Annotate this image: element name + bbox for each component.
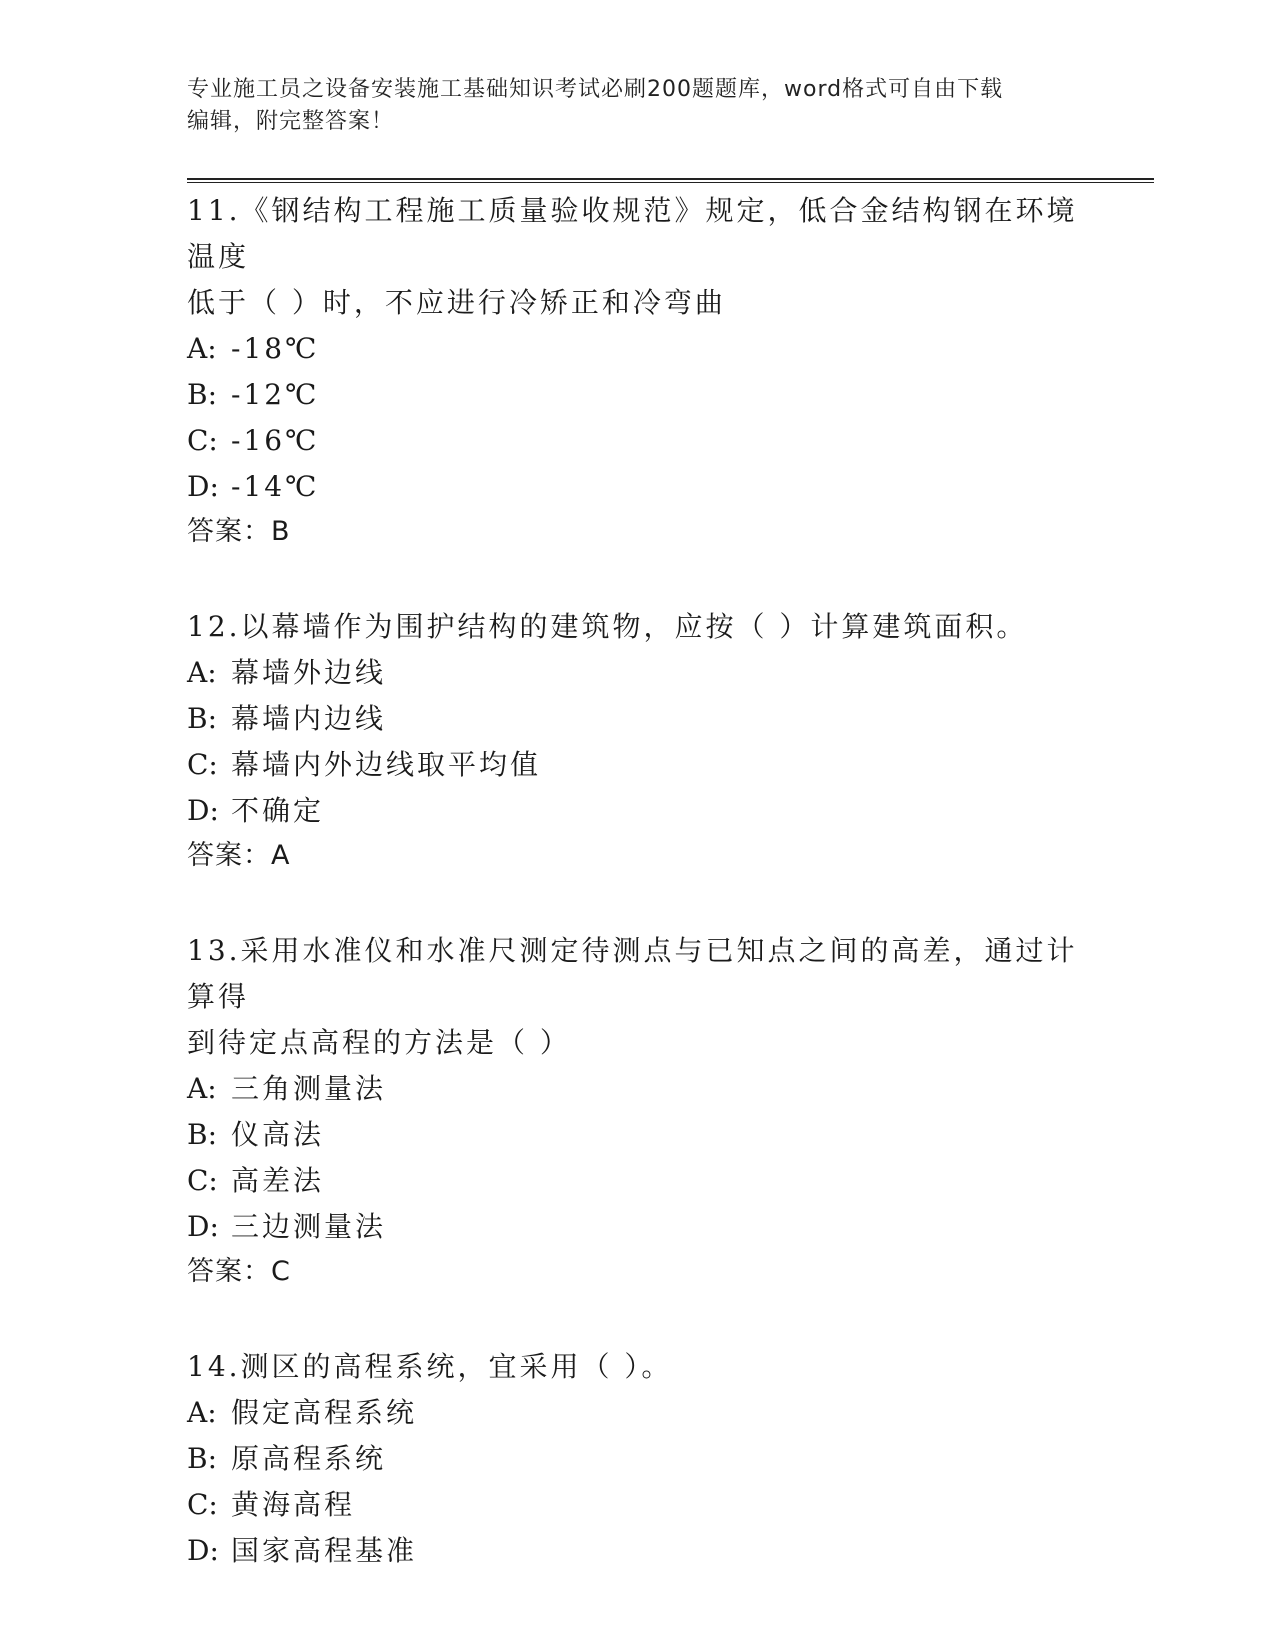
option-text: 仪高法 [231,1118,325,1151]
question-stem [187,604,1087,650]
option-key: D: [187,470,219,503]
option-a [187,1066,1087,1112]
option-text: 幕墙内外边线取平均值 [231,748,542,781]
option-key: B: [187,378,218,411]
option-key: B: [187,1442,218,1475]
option-c [187,742,1087,788]
option-key: A: [187,656,217,689]
option-c [187,1158,1087,1204]
document-header [187,74,1067,138]
option-text: 三角测量法 [231,1072,387,1105]
option-b [187,696,1087,742]
option-key: C: [187,1488,218,1521]
option-text: 三边测量法 [231,1210,387,1243]
question-stem-line-1: 11.《钢结构工程施工质量验收规范》规定，低合金结构钢在环境温度 [187,194,1078,273]
option-key: C: [187,424,218,457]
header-divider-thick [187,178,1154,180]
question-12 [187,604,1087,878]
question-stem-line-2: 低于（ ）时，不应进行冷矫正和冷弯曲 [187,286,726,319]
option-b [187,1112,1087,1158]
question-stem [187,928,1087,1066]
option-key: D: [187,794,219,827]
question-stem-line-1: 14.测区的高程系统，宜采用（ ）。 [187,1350,673,1383]
option-text: 幕墙外边线 [231,656,387,689]
question-stem-line-1: 12.以幕墙作为围护结构的建筑物，应按（ ）计算建筑面积。 [187,610,1028,643]
option-a [187,650,1087,696]
question-list [187,188,1087,1624]
option-text: 假定高程系统 [231,1396,418,1429]
header-line-2: 编辑，附完整答案！ [187,109,395,134]
option-d [187,788,1087,834]
option-b [187,1436,1087,1482]
question-stem [187,1344,1087,1390]
option-d [187,1528,1087,1574]
answer-line: 答案：A [187,840,291,871]
option-key: B: [187,702,218,735]
answer-line: 答案：B [187,516,291,547]
question-14 [187,1344,1087,1574]
option-d [187,464,1087,510]
option-text: 黄海高程 [231,1488,356,1521]
header-divider-thin [187,182,1154,183]
option-text: -18℃ [231,332,320,365]
option-key: C: [187,748,218,781]
option-key: B: [187,1118,218,1151]
answer-line: 答案：C [187,1256,291,1287]
option-text: 高差法 [231,1164,325,1197]
option-key: A: [187,1072,217,1105]
question-stem-line-1: 13.采用水准仪和水准尺测定待测点与已知点之间的高差，通过计算得 [187,934,1078,1013]
option-b [187,372,1087,418]
option-text: 不确定 [231,794,325,827]
option-c [187,1482,1087,1528]
question-stem [187,188,1087,326]
question-11 [187,188,1087,554]
option-key: D: [187,1210,219,1243]
option-key: C: [187,1164,218,1197]
option-key: A: [187,1396,217,1429]
option-key: A: [187,332,217,365]
option-text: 国家高程基准 [231,1534,418,1567]
option-key: D: [187,1534,219,1567]
option-c [187,418,1087,464]
question-stem-line-2: 到待定点高程的方法是（ ） [187,1026,571,1059]
option-text: 幕墙内边线 [231,702,387,735]
option-text: -12℃ [231,378,320,411]
option-d [187,1204,1087,1250]
option-a [187,326,1087,372]
header-line-1: 专业施工员之设备安装施工基础知识考试必刷200题题库，word格式可自由下载 [187,77,1004,102]
question-13 [187,928,1087,1294]
option-text: -14℃ [231,470,320,503]
option-text: 原高程系统 [231,1442,387,1475]
option-text: -16℃ [231,424,320,457]
option-a [187,1390,1087,1436]
